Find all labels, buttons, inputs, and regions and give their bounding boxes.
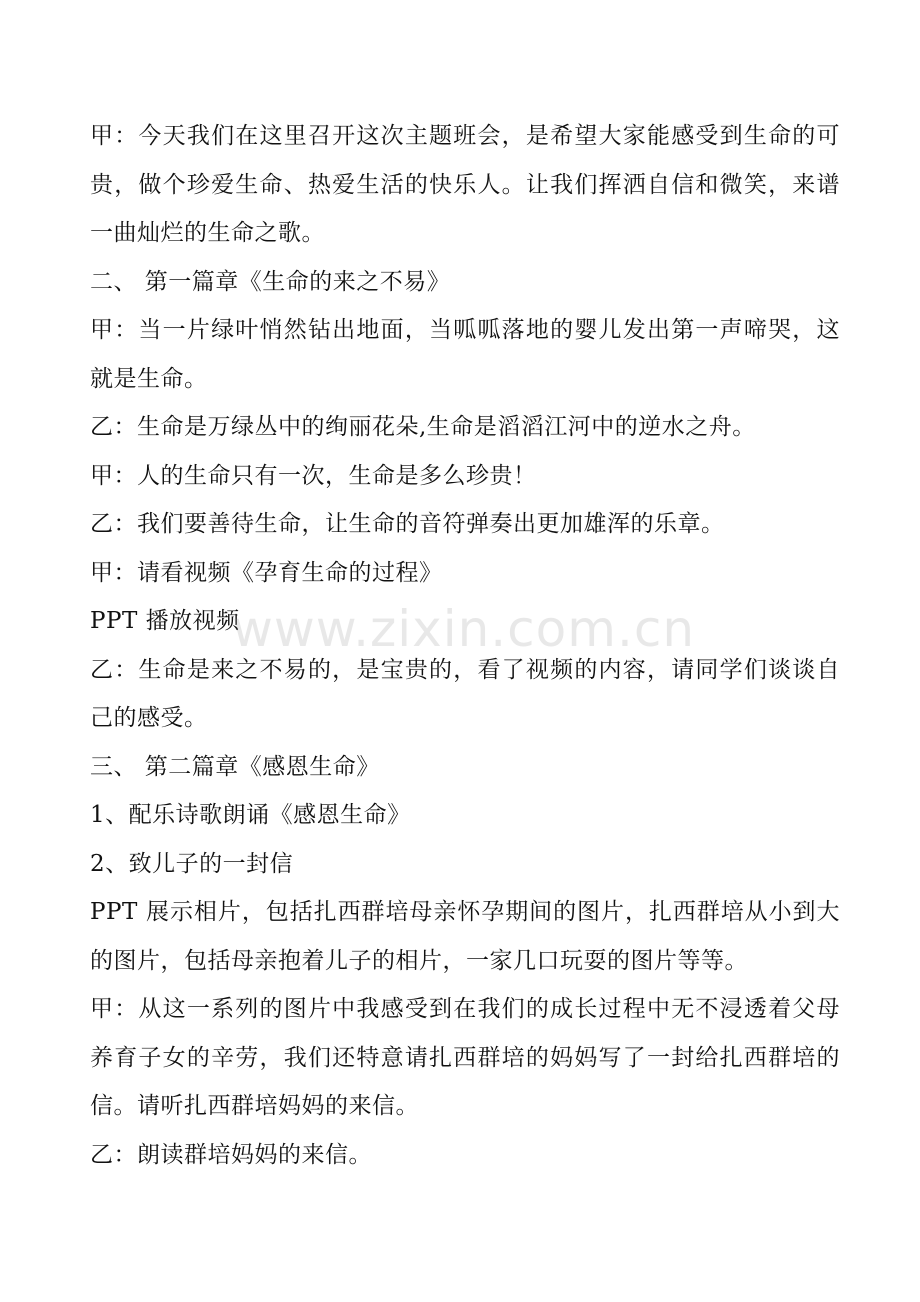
paragraph-green-leaf: 甲：当一片绿叶悄然钻出地面，当呱呱落地的婴儿发出第一声啼哭，这就是生命。 xyxy=(90,317,840,392)
section-heading-chapter-two: 三、 第二篇章《感恩生命》 xyxy=(90,753,380,780)
section-heading-chapter-one: 二、 第一篇章《生命的来之不易》 xyxy=(90,268,451,295)
paragraph-ppt-video: PPT 播放视频 xyxy=(90,608,240,634)
paragraph-treat-life: 乙：我们要善待生命，让生命的音符弹奏出更加雄浑的乐章。 xyxy=(90,511,725,537)
paragraph-life-flower: 乙：生命是万绿丛中的绚丽花朵,生命是滔滔江河中的逆水之舟。 xyxy=(90,414,756,440)
paragraph-growth-photos: 甲：从这一系列的图片中我感受到在我们的成长过程中无不浸透着父母养育子女的辛劳，我们还特意请扎西群培的妈妈写了一封给扎西群培的信。请听扎西群培妈妈的来信。 xyxy=(90,996,840,1119)
paragraph-read-letter: 乙：朗读群培妈妈的来信。 xyxy=(90,1141,372,1168)
document-body xyxy=(90,112,840,1179)
site-watermark: www.zixin.com.cn xyxy=(232,600,696,658)
list-item-letter-to-son: 2、致儿子的一封信 xyxy=(90,850,294,877)
list-item-poem-recital: 1、配乐诗歌朗诵《感恩生命》 xyxy=(90,802,411,828)
paragraph-ppt-photos: PPT 展示相片，包括扎西群培母亲怀孕期间的图片，扎西群培从小到大的图片，包括母亲抱着儿子的相片，一家几口玩耍的图片等等。 xyxy=(90,899,840,974)
paragraph-opening-speech: 甲：今天我们在这里召开这次主题班会，是希望大家能感受到生命的可贵，做个珍爱生命、热爱生活的快乐人。让我们挥洒自信和微笑，来谱一曲灿烂的生命之歌。 xyxy=(90,123,840,246)
paragraph-discuss-feelings: 乙：生命是来之不易的，是宝贵的，看了视频的内容，请同学们谈谈自己的感受。 xyxy=(90,656,840,731)
paragraph-life-once: 甲：人的生命只有一次，生命是多么珍贵！ xyxy=(90,462,537,489)
paragraph-watch-video: 甲：请看视频《孕育生命的过程》 xyxy=(90,559,443,586)
